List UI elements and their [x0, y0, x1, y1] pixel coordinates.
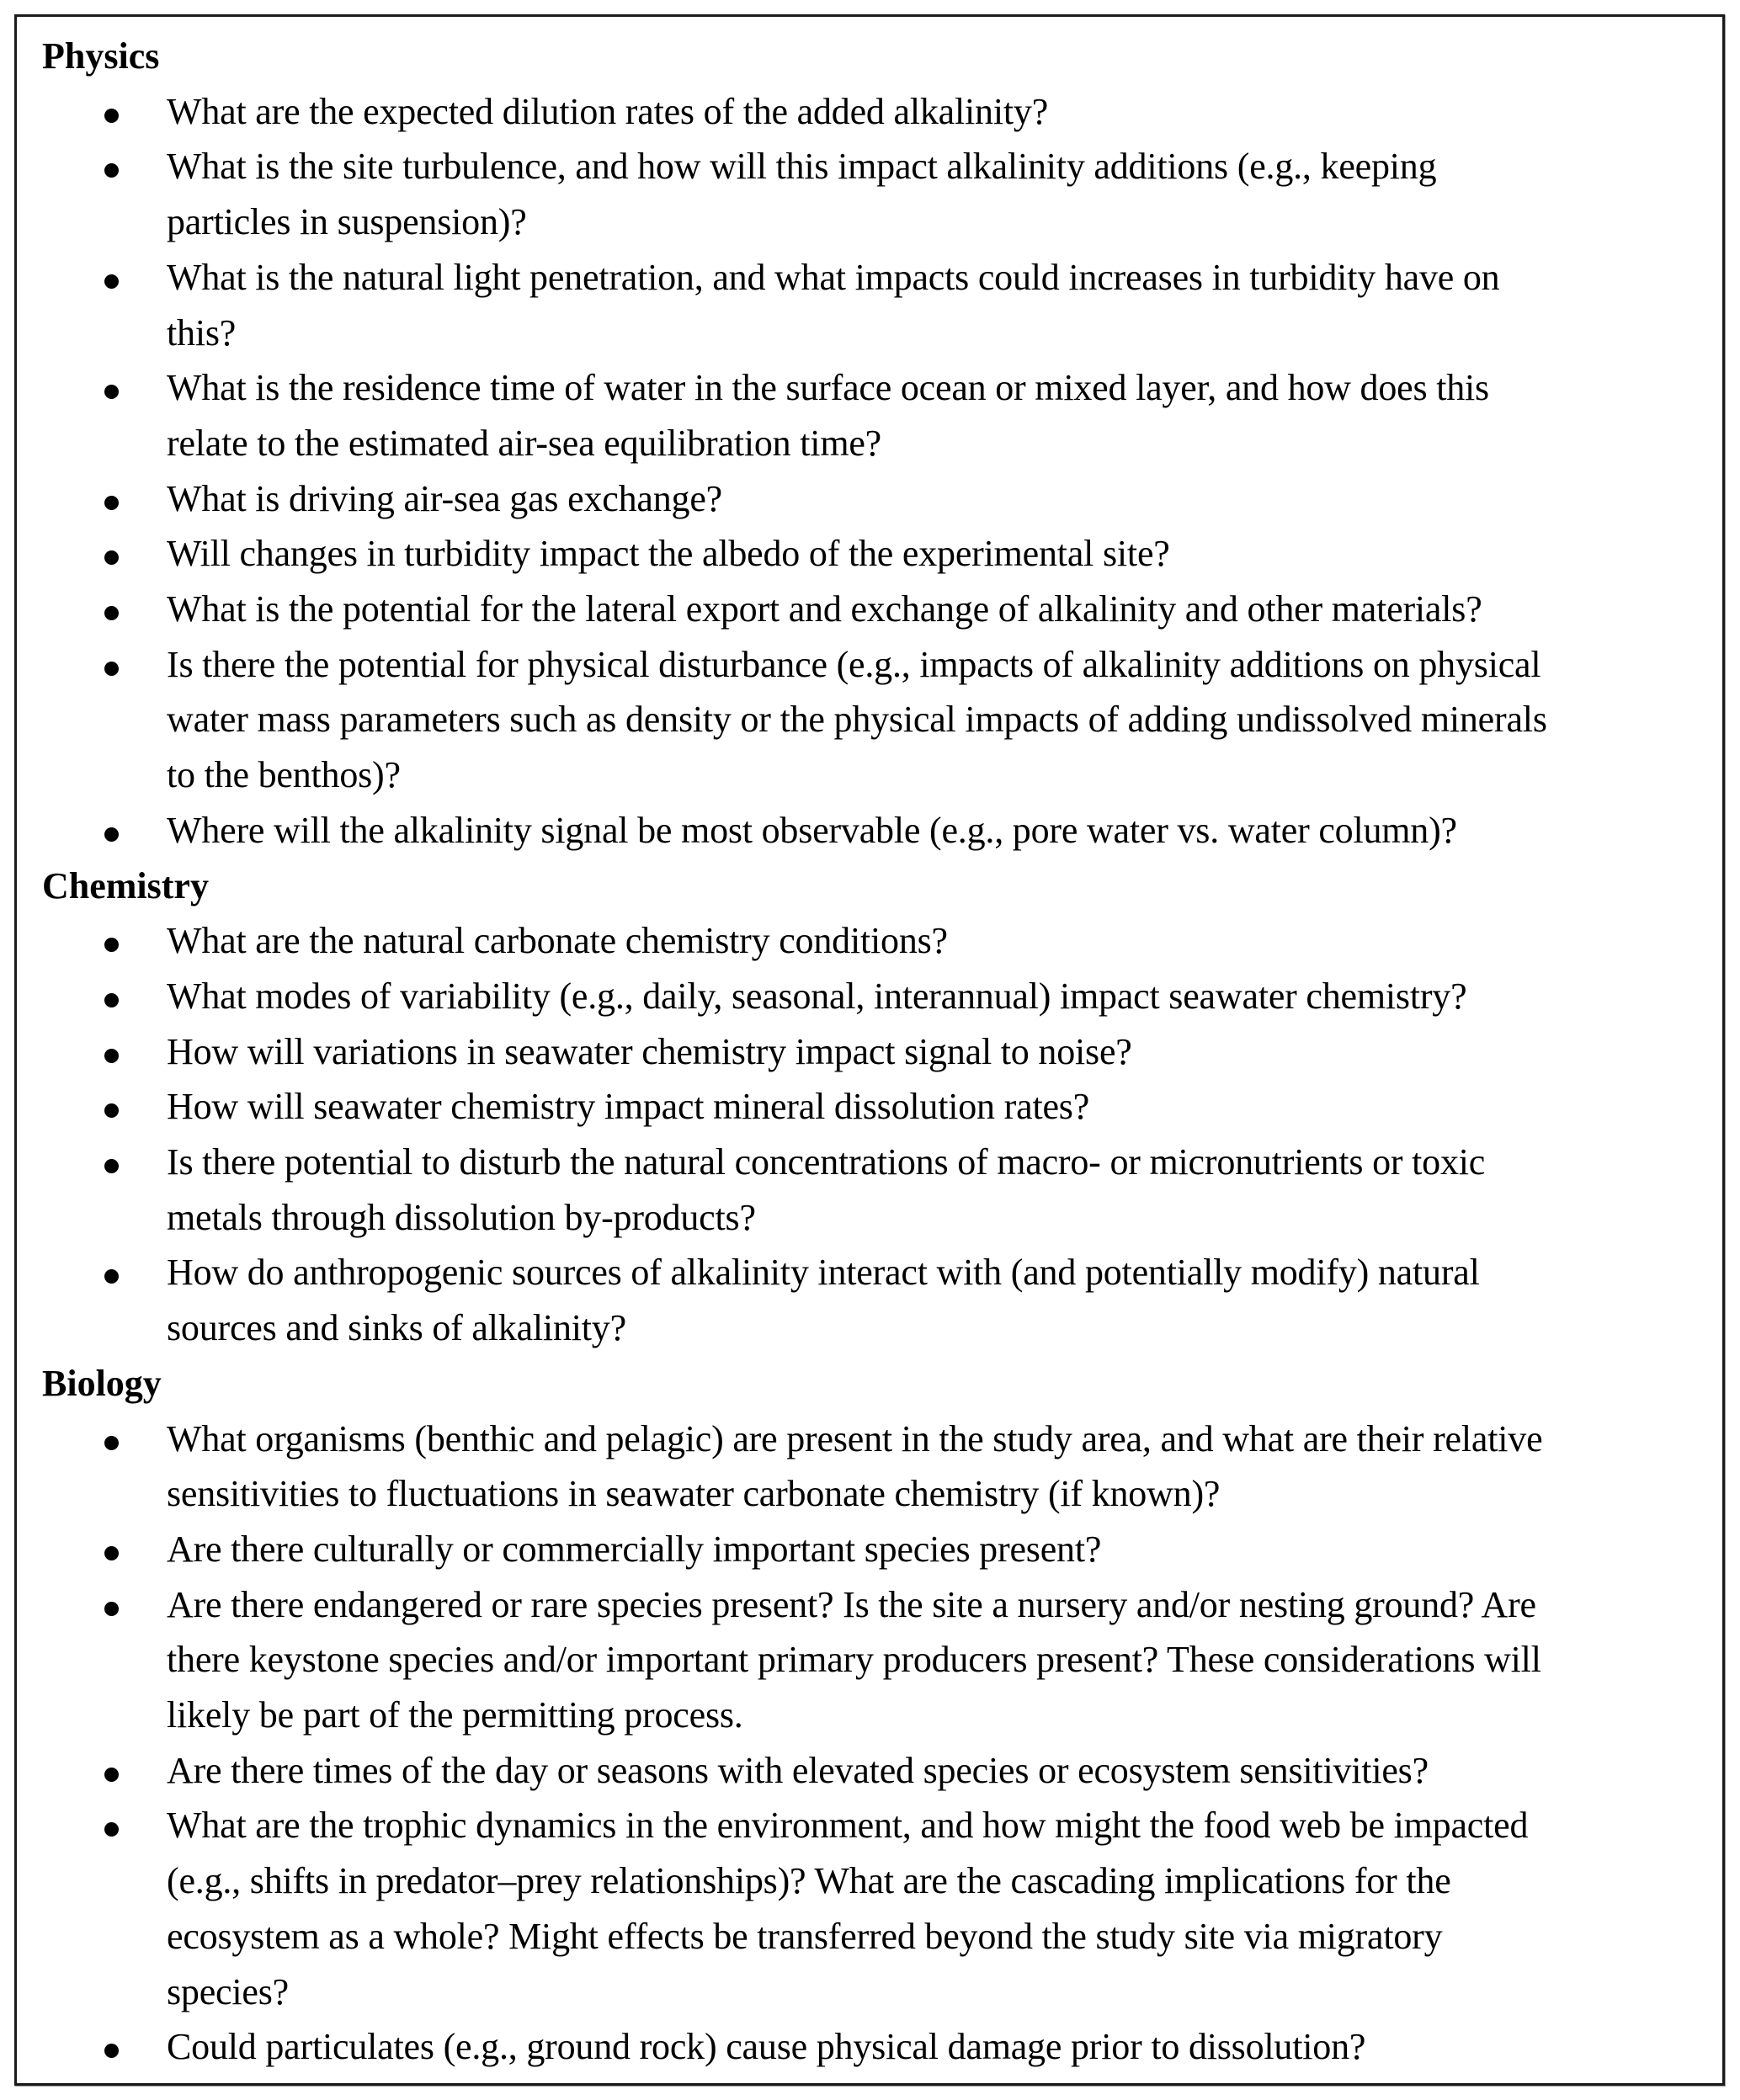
list-item-text-line: metals through dissolution by-products? [167, 1196, 756, 1238]
section-heading: Biology [42, 1362, 162, 1404]
list-item-text-line: likely be part of the permitting process. [167, 1694, 743, 1736]
bullet-icon [104, 274, 119, 289]
bullet-icon [104, 385, 119, 399]
list-item-text-line: What is the residence time of water in the surface ocean or mixed layer, and how does this [167, 367, 1489, 409]
list-item-text-line: What modes of variability (e.g., daily, seasonal, interannual) impact seawater chemistry? [167, 975, 1467, 1017]
bullet-icon [104, 1546, 119, 1560]
bullet-icon [104, 1049, 119, 1063]
list-item-text-line: relate to the estimated air-sea equilibration time? [167, 422, 882, 464]
questions-box [14, 14, 1725, 2086]
bullet-icon [104, 496, 119, 510]
list-item-text-line: particles in suspension)? [167, 201, 527, 243]
bullet-icon [104, 163, 119, 178]
list-item-text-line: to the benthos)? [167, 754, 401, 796]
bullet-icon [104, 2044, 119, 2058]
list-item-text-line: Are there times of the day or seasons with elevated species or ecosystem sensitivities? [167, 1749, 1429, 1791]
list-item-text-line: What is the natural light penetration, and what impacts could increases in turbidity have on [167, 256, 1500, 298]
bullet-icon [104, 550, 119, 565]
list-item-text-line: sensitivities to fluctuations in seawater carbonate chemistry (if known)? [167, 1473, 1221, 1515]
list-item-text-line: ecosystem as a whole? Might effects be transferred beyond the study site via migratory [167, 1915, 1443, 1957]
section-heading: Physics [42, 35, 160, 77]
bullet-icon [104, 1768, 119, 1782]
list-item-text-line: this? [167, 311, 237, 354]
list-item-text-line: What organisms (benthic and pelagic) are present in the study area, and what are their relative [167, 1417, 1543, 1459]
bullet-icon [104, 1436, 119, 1450]
list-item-text-line: there keystone species and/or important primary producers present? These considerations will [167, 1639, 1541, 1681]
list-item-text-line: What is the site turbulence, and how will this impact alkalinity additions (e.g., keeping [167, 146, 1437, 188]
list-item-text-line: Is there the potential for physical disturbance (e.g., impacts of alkalinity additions on physical [167, 643, 1541, 685]
bullet-icon [104, 938, 119, 952]
list-item-text-line: What are the trophic dynamics in the environment, and how might the food web be impacted [167, 1805, 1529, 1847]
bullet-icon [104, 606, 119, 620]
list-item-text-line: How will variations in seawater chemistry impact signal to noise? [167, 1030, 1132, 1072]
bullet-icon [104, 1269, 119, 1284]
bullet-icon [104, 1822, 119, 1837]
list-item-text-line: Could particulates (e.g., ground rock) cause physical damage prior to dissolution? [167, 2026, 1366, 2068]
list-item-text-line: Are there culturally or commercially important species present? [167, 1528, 1102, 1570]
section-heading: Chemistry [42, 864, 209, 906]
list-item-text-line: How do anthropogenic sources of alkalinity interact with (and potentially modify) natural [167, 1252, 1480, 1294]
bullet-icon [104, 1602, 119, 1616]
list-item-text-line: What is driving air-sea gas exchange? [167, 477, 722, 519]
list-item-text-line: water mass parameters such as density or the physical impacts of adding undissolved minerals [167, 699, 1547, 741]
list-item-text-line: Is there potential to disturb the natural concentrations of macro- or micronutrients or toxic [167, 1141, 1486, 1183]
list-item-text-line: What are the natural carbonate chemistry conditions? [167, 920, 948, 962]
list-item-text-line: sources and sinks of alkalinity? [167, 1307, 626, 1349]
bullet-icon [104, 827, 119, 842]
list-item-text-line: What is the potential for the lateral export and exchange of alkalinity and other materials? [167, 588, 1482, 630]
list-item-text-line: (e.g., shifts in predator–prey relationships)? What are the cascading implications for the [167, 1860, 1451, 1902]
list-item-text-line: Will changes in turbidity impact the albedo of the experimental site? [167, 533, 1170, 575]
bullet-icon [104, 1159, 119, 1173]
bullet-icon [104, 1103, 119, 1118]
list-item-text-line: How will seawater chemistry impact mineral dissolution rates? [167, 1086, 1090, 1128]
list-item-text-line: species? [167, 1970, 289, 2012]
list-item-text-line: Where will the alkalinity signal be most observable (e.g., pore water vs. water column)? [167, 809, 1457, 851]
list-item-text-line: Are there endangered or rare species present? Is the site a nursery and/or nesting ground? Are [167, 1583, 1536, 1625]
bullet-icon [104, 993, 119, 1007]
bullet-icon [104, 109, 119, 123]
list-item-text-line: What are the expected dilution rates of the added alkalinity? [167, 90, 1049, 132]
bullet-icon [104, 662, 119, 676]
